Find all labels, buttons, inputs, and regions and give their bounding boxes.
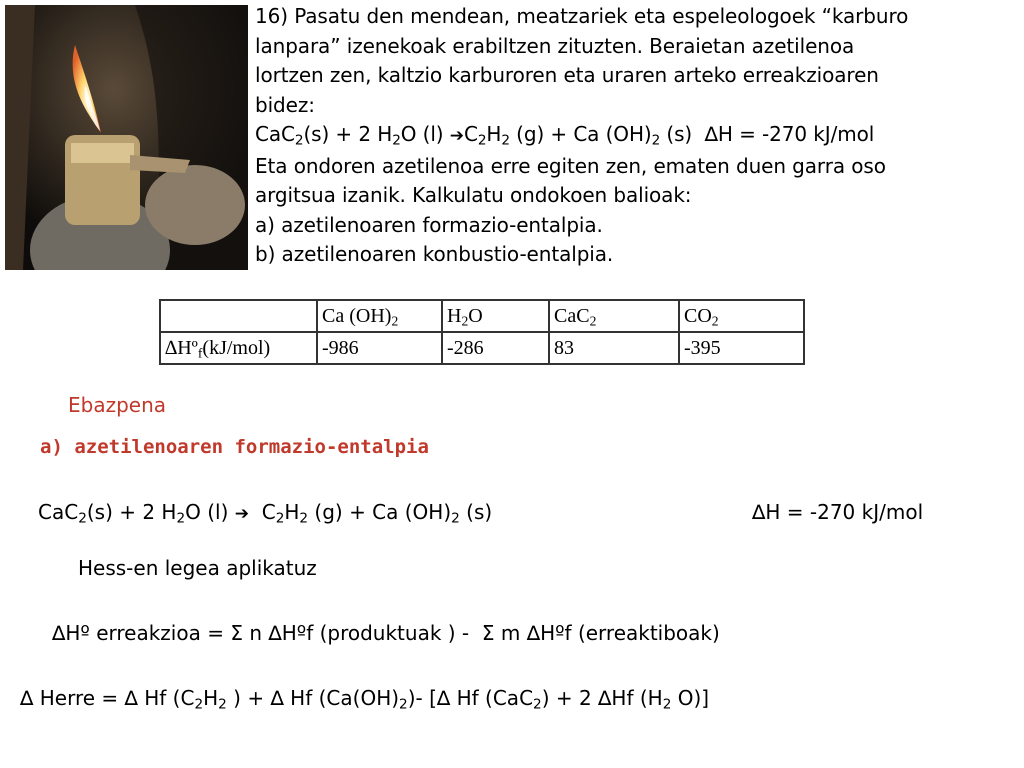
- reaction-enthalpy: ∆H = -270 kJ/mol: [752, 500, 924, 524]
- table-cell: 83: [549, 332, 679, 364]
- carbide-lamp-photo: [5, 5, 248, 270]
- table-header-cell: $H_2O$: [442, 300, 549, 332]
- herre-expression: ∆ Herre = ∆ Hf ($C_2H_2$ ) + ∆ Hf $(Ca(OH)_2)-$ [∆ Hf (CaC$_2$) + 2 ∆Hf ($H_2$ O)]: [20, 686, 710, 713]
- arrow-right-icon: ➔: [234, 504, 249, 524]
- table-header-cell: Ca $(OH)_2$: [317, 300, 442, 332]
- solution-reaction-equation: CaC$_2$(s) + 2 $H_2O$ (l) ➔ $C_2H_2$ (g) + Ca $(OH)_2$ (s): [38, 500, 493, 527]
- table-header-row: [160, 300, 804, 332]
- hess-law-text: Hess-en legea aplikatuz: [78, 556, 317, 580]
- solution-subheading: a) azetilenoaren formazio-entalpia: [40, 436, 429, 458]
- problem-line: 16) Pasatu den mendean, meatzariek eta espeleologoek “karburo: [255, 4, 909, 28]
- table-header-cell: $CO_2$: [679, 300, 804, 332]
- hess-formula: ∆Hº erreakzioa = Σ n ∆Hºf (produktuak ) - Σ m ∆Hºf (erreaktiboak): [52, 621, 720, 645]
- arrow-right-icon: ➔: [449, 126, 464, 146]
- problem-line: argitsua izanik. Kalkulatu ondokoen balioak:: [255, 183, 692, 207]
- problem-line: Eta ondoren azetilenoa erre egiten zen, ematen duen garra oso: [255, 153, 886, 178]
- table-header-cell: CaC$_2$: [549, 300, 679, 332]
- table-row: [160, 332, 804, 364]
- table-cell: -286: [442, 332, 549, 364]
- problem-line: lanpara” izenekoak erabiltzen zituzten. Beraietan azetilenoa: [255, 33, 855, 58]
- question-a: a) azetilenoaren formazio-entalpia.: [255, 212, 603, 237]
- solution-heading: Ebazpena: [68, 393, 167, 417]
- problem-line: bidez:: [255, 92, 315, 117]
- problem-reaction-equation: CaC$_2$(s) + 2 $H_2O$ (l) $➔C_2H_2$ (g) + Ca $(OH)_2$ (s) ∆H = -270 kJ/mol: [255, 122, 875, 149]
- table-cell: -395: [679, 332, 804, 364]
- row-label: ∆Hº$_f$(kJ/mol): [160, 332, 317, 364]
- table-cell: -986: [317, 332, 442, 364]
- question-b: b) azetilenoaren konbustio-entalpia.: [255, 242, 614, 266]
- problem-statement: [255, 2, 1020, 270]
- formation-enthalpy-table: [159, 299, 805, 365]
- problem-line: lortzen zen, kaltzio karburoren eta uraren arteko erreakzioaren: [255, 63, 879, 87]
- table-header-cell: [160, 300, 317, 332]
